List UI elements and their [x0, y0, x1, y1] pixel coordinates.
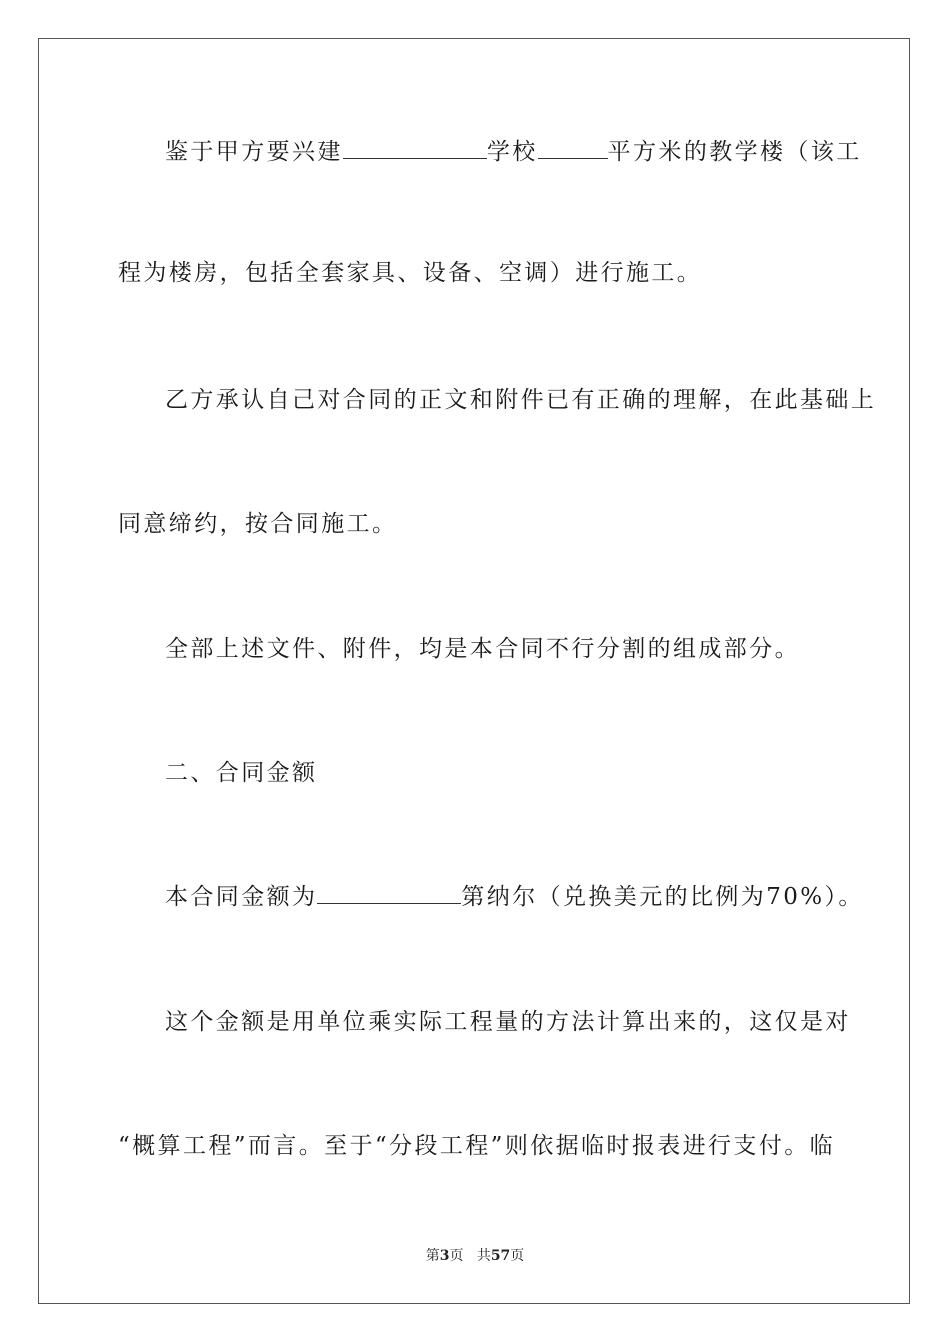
footer-page-number: 3 [439, 1248, 450, 1264]
paragraph-line: 这个金额是用单位乘实际工程量的方法计算出来的，这仅是对 [165, 1009, 851, 1035]
footer-page-suffix: 页 [449, 1248, 464, 1264]
text-segment: 第纳尔（兑换美元的比例为70%）。 [461, 884, 864, 910]
text-segment: 鉴于甲方要兴建 [165, 139, 343, 165]
paragraph-line [165, 137, 885, 167]
page-border [38, 38, 910, 1304]
fill-in-blank [317, 883, 461, 904]
footer-total-pages: 57 [490, 1248, 511, 1264]
footer-total-prefix: 共 [476, 1248, 491, 1264]
section-heading: 二、合同金额 [165, 760, 318, 786]
fill-in-blank [538, 138, 608, 159]
paragraph-line: 同意缔约，按合同施工。 [118, 511, 398, 537]
paragraph-line: 全部上述文件、附件，均是本合同不行分割的组成部分。 [165, 636, 800, 662]
footer-total-suffix: 页 [510, 1248, 525, 1264]
paragraph-line [165, 882, 885, 912]
paragraph-line: 程为楼房，包括全套家具、设备、空调）进行施工。 [118, 260, 703, 286]
footer-page-prefix: 第 [425, 1248, 440, 1264]
paragraph-line: “概算工程”而言。至于“分段工程”则依据临时报表进行支付。临 [118, 1133, 836, 1159]
paragraph-line: 乙方承认自己对合同的正文和附件已有正确的理解，在此基础上 [165, 387, 877, 413]
text-segment: 学校 [486, 139, 538, 165]
page-footer [0, 1246, 950, 1266]
text-segment: 本合同金额为 [165, 884, 318, 910]
text-segment: 平方米的教学楼（该工 [607, 139, 862, 165]
fill-in-blank [343, 138, 487, 159]
